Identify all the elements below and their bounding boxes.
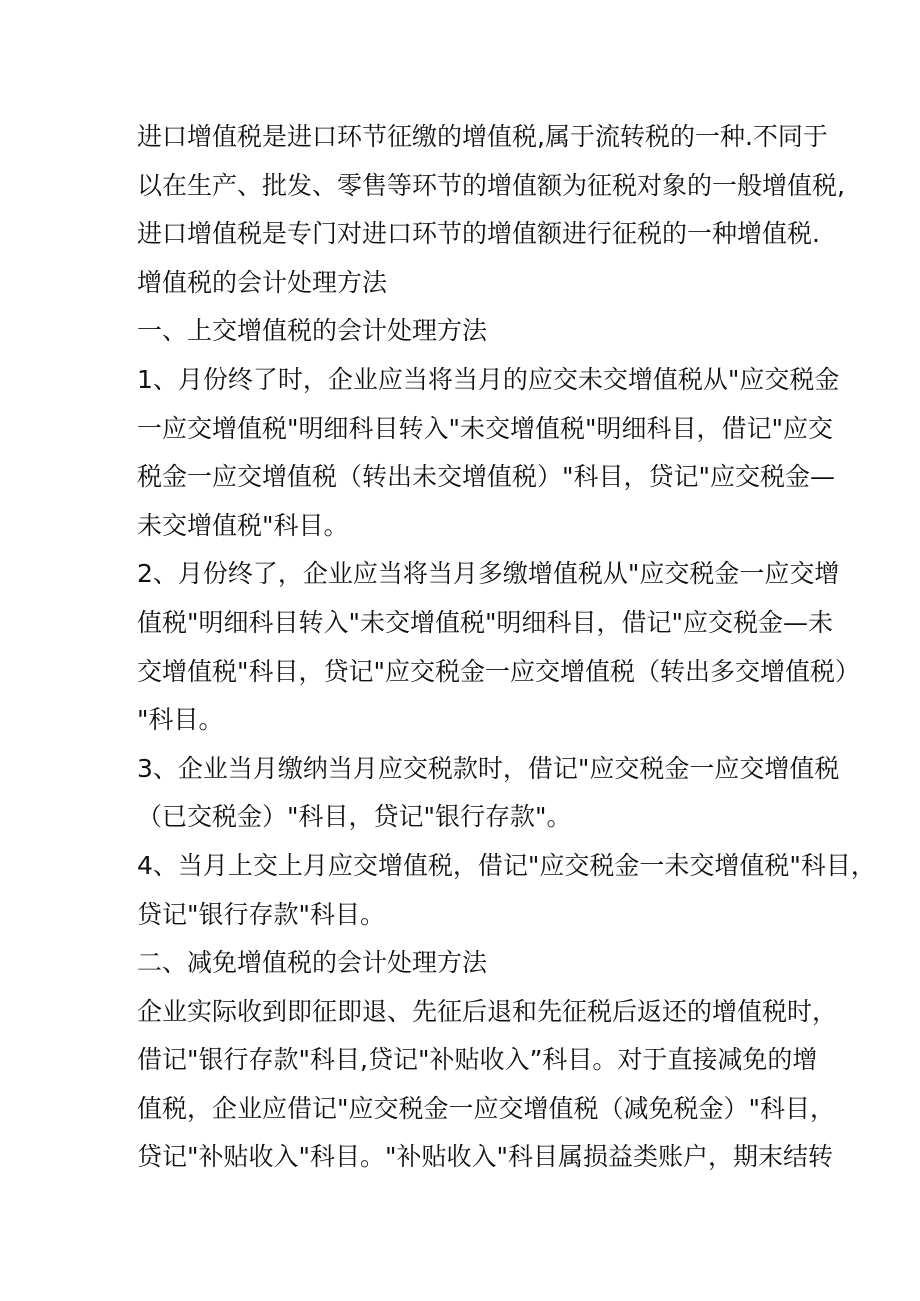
text-line: 企业实际收到即征即退、先征后退和先征税后返还的增值税时， [137,996,838,1026]
text-line: 借记"银行存款"科目,贷记"补贴收入”科目。对于直接减免的增 [137,1045,818,1075]
text-line: 进口增值税是进口环节征缴的增值税,属于流转税的一种.不同于 [137,122,828,151]
text-line: 3、企业当月缴纳当月应交税款时，借记"应交税金一应交增值税 [137,753,840,783]
text-line: 贷记"补贴收入"科目。"补贴收入"科目属损益类账户，期末结转 [137,1142,833,1172]
text-line: 以在生产、批发、零售等环节的增值额为征税对象的一般增值税, [137,170,845,200]
text-line: （已交税金）"科目，贷记"银行存款"。 [137,802,572,832]
document-body [137,113,876,1182]
text-line: 税金一应交增值税（转出未交增值税）"科目，贷记"应交税金— [137,462,836,492]
text-line: "科目。 [137,705,224,735]
text-line: 一应交增值税"明细科目转入"未交增值税"明细科目，借记"应交 [137,413,833,443]
text-line: 2、月份终了，企业应当将当月多缴增值税从"应交税金一应交增 [137,559,840,589]
text-line: 4、当月上交上月应交增值税，借记"应交税金一未交增值税"科目， [137,850,876,880]
text-line: 值税"明细科目转入"未交增值税"明细科目，借记"应交税金—未 [137,607,833,637]
text-line: 贷记"银行存款"科目。 [137,899,385,929]
text-line: 交增值税"科目，贷记"应交税金一应交增值税（转出多交增值税） [137,656,861,686]
section-heading: 增值税的会计处理方法 [137,267,388,297]
text-line: 进口增值税是专门对进口环节的增值额进行征税的一种增值税. [137,219,820,249]
section-heading: 二、减免增值税的会计处理方法 [137,948,488,978]
text-line: 值税，企业应借记"应交税金一应交增值税（减免税金）"科目， [137,1093,836,1123]
section-heading: 一、上交增值税的会计处理方法 [137,316,488,346]
text-line: 1、月份终了时，企业应当将当月的应交未交增值税从"应交税金 [137,364,840,394]
text-line: 未交增值税"科目。 [137,510,349,540]
